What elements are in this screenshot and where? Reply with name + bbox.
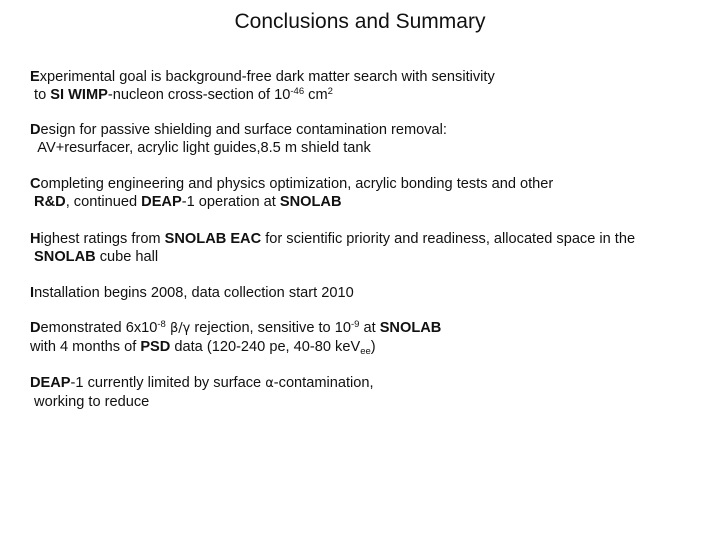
- bullet-deap1-limitation: DEAP-1 currently limited by surface α-contamination, working to reduce: [30, 375, 374, 410]
- bullet-engineering: Completing engineering and physics optimization, acrylic bonding tests and other R&D, continued DEAP-1 operation at SNOLAB: [30, 176, 554, 210]
- bullet-demonstrated: Demonstrated $6x10^{-8}$ β/γ rejection, sensitive to $10^{-9}$ at SNOLAB with 4 months of PSD data (120-240 pe, 40-80 keV$_{ee}$): [30, 319, 442, 357]
- bullet-experimental-goal: Experimental goal is background-free dark matter search with sensitivity to SI WIMP-nucleon cross-section of $10^{-46}$ $cm^2$: [30, 69, 495, 103]
- summary-list: [30, 68, 720, 411]
- bullet-ratings: Highest ratings from SNOLAB EAC for scientific priority and readiness, allocated space in the SNOLAB cube hall: [30, 231, 636, 265]
- bullet-installation: Installation begins 2008, data collection start 2010: [30, 285, 354, 301]
- slide-title: Conclusions and Summary: [234, 10, 486, 33]
- first-letter: E: [30, 69, 40, 85]
- bullet-design: Design for passive shielding and surface contamination removal: AV+resurfacer, acrylic light guides,8.5 m shield tank: [30, 122, 447, 156]
